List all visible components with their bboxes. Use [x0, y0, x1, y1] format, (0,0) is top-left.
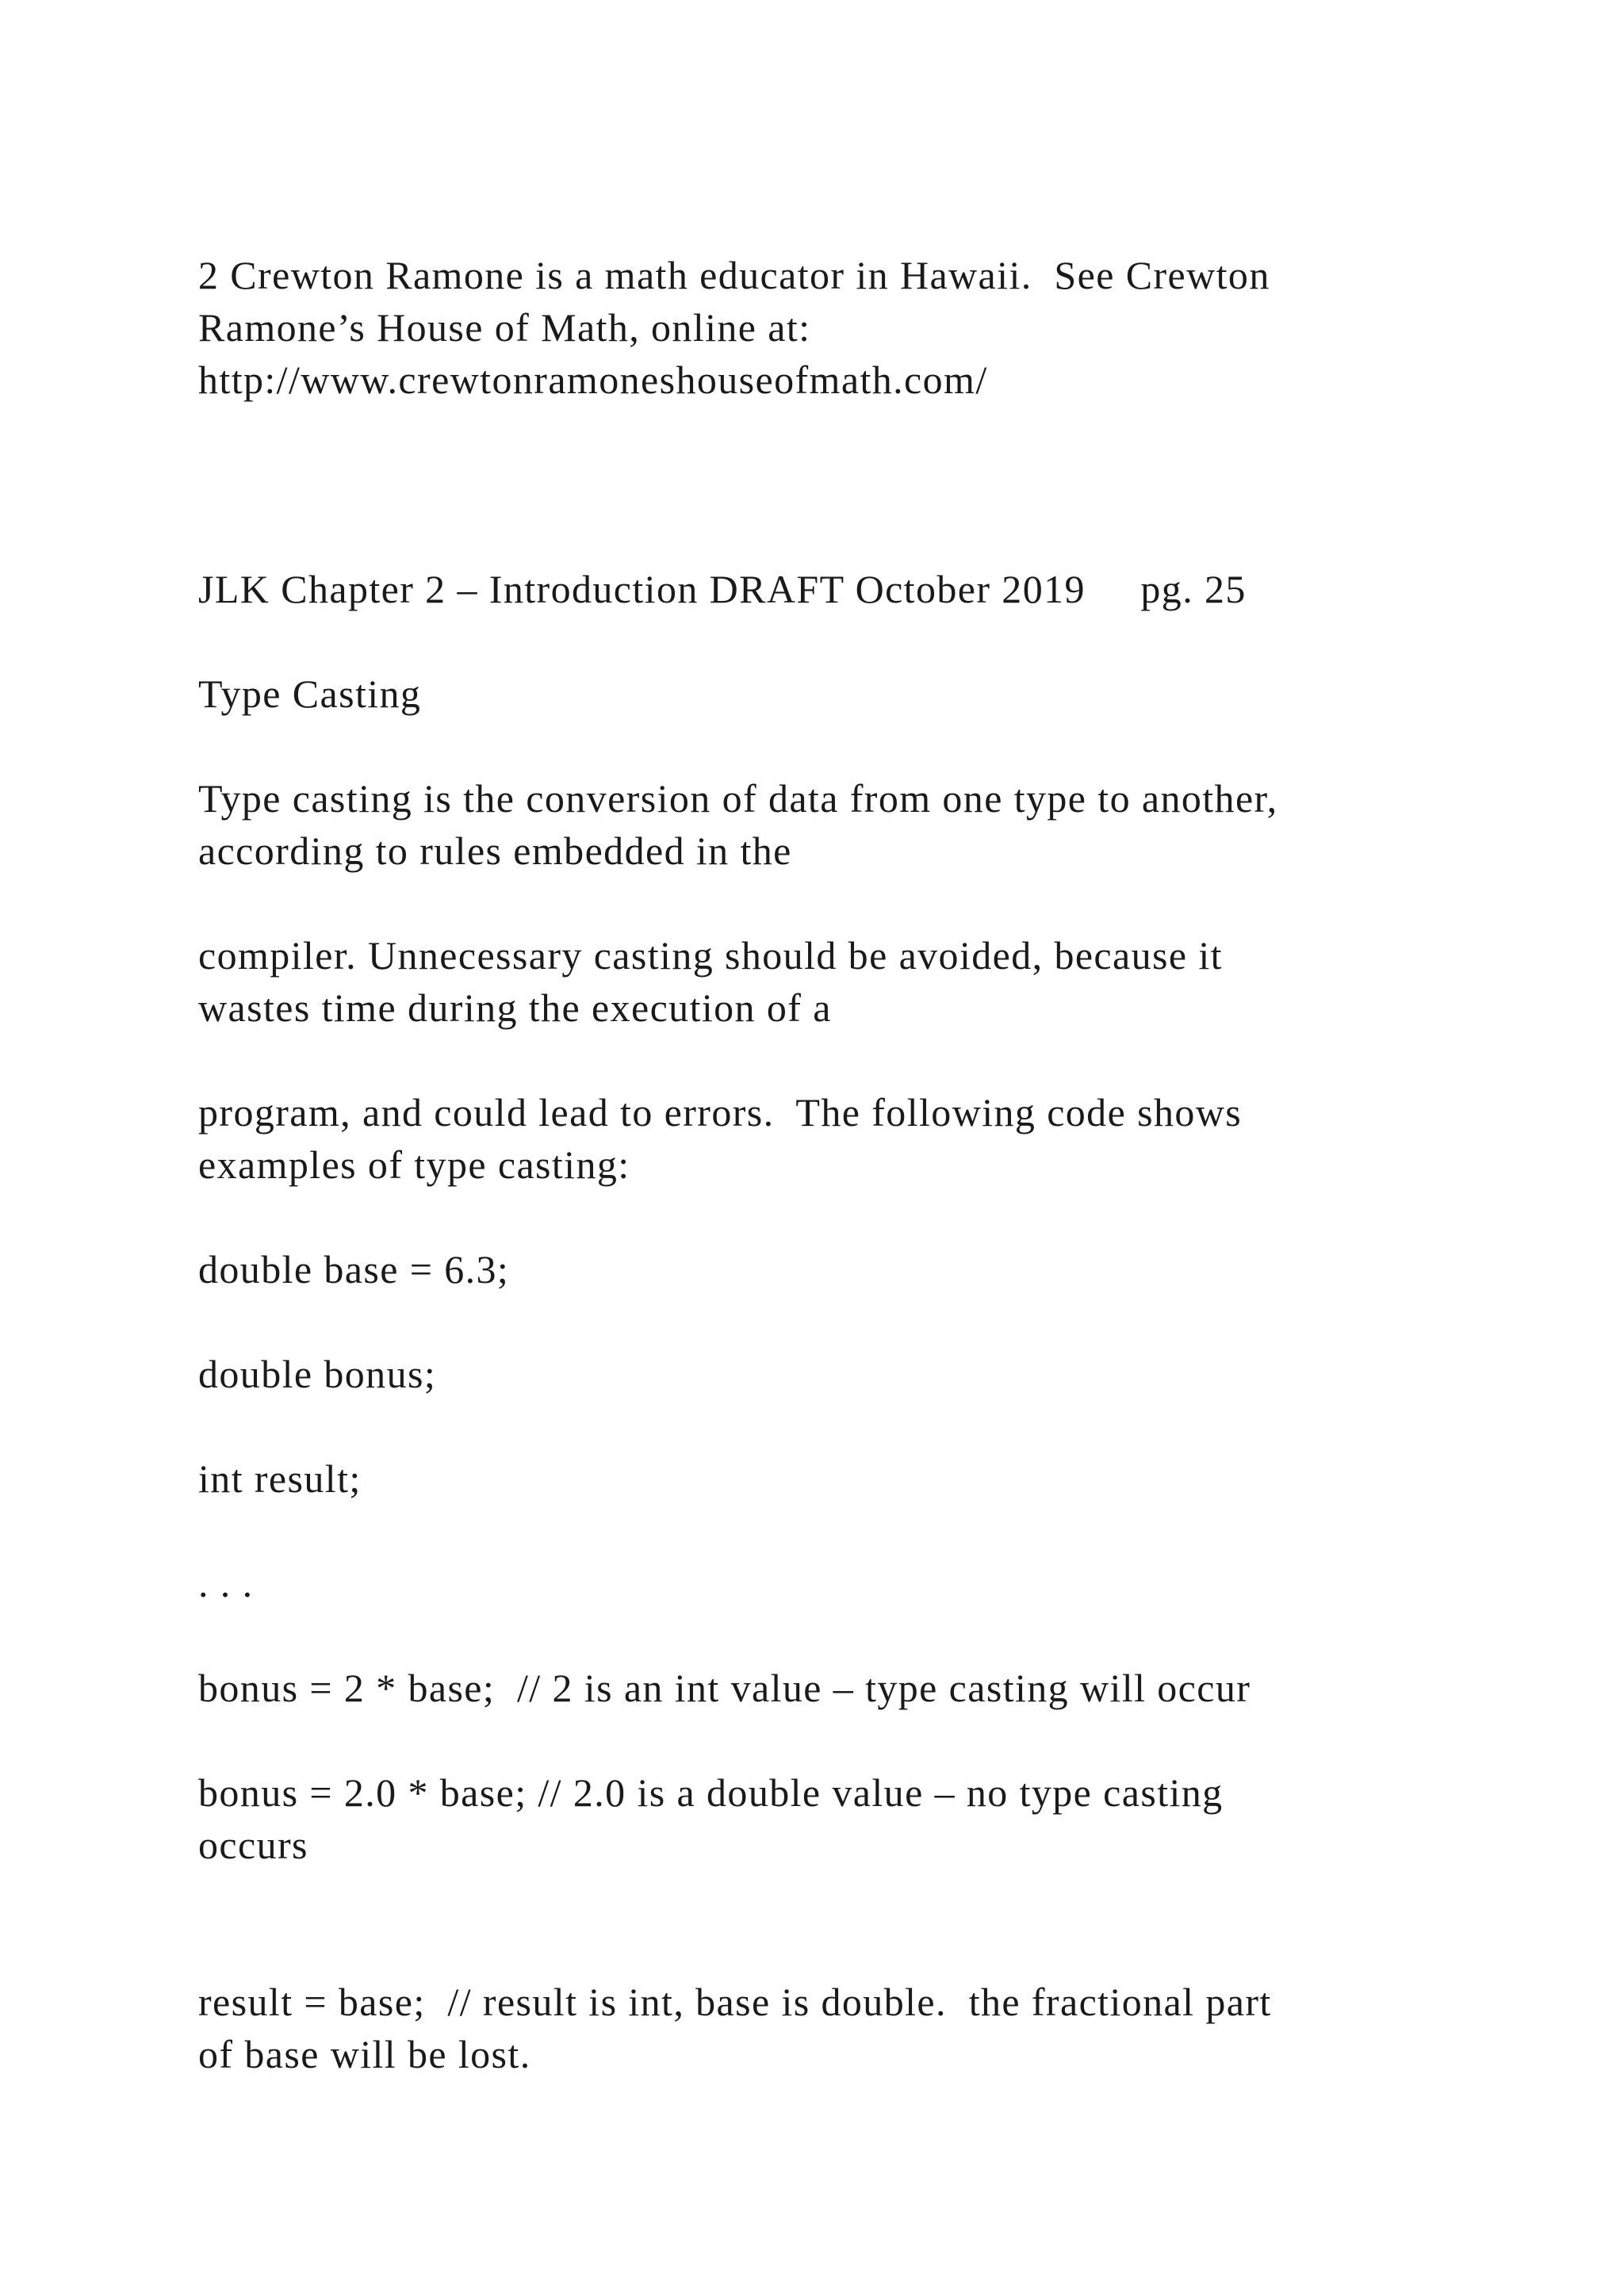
paragraph-line: program, and could lead to errors. The following code shows — [198, 1090, 1243, 1135]
paragraph-line: examples of type casting: — [198, 1142, 630, 1187]
section-title: Type Casting — [198, 672, 422, 716]
paragraph-line: according to rules embedded in the — [198, 828, 792, 873]
footnote-line: 2 Crewton Ramone is a math educator in Hawaii. See Crewton — [198, 253, 1270, 297]
footnote-url: http://www.crewtonramoneshouseofmath.com/ — [198, 358, 988, 402]
running-head: JLK Chapter 2 – Introduction DRAFT October 2019 pg. 25 — [198, 567, 1247, 611]
footnote-line: Ramone’s House of Math, online at: — [198, 305, 811, 350]
code-line: result = base; // result is int, base is double. the fractional part — [198, 1980, 1272, 2024]
code-line: of base will be lost. — [198, 2032, 531, 2076]
code-line: bonus = 2.0 * base; // 2.0 is a double value – no type casting — [198, 1770, 1224, 1815]
code-line: double base = 6.3; — [198, 1247, 510, 1292]
code-line: int result; — [198, 1456, 362, 1501]
code-ellipsis: . . . — [198, 1561, 254, 1605]
paragraph-line: Type casting is the conversion of data from one type to another, — [198, 776, 1278, 821]
code-line: occurs — [198, 1823, 308, 1867]
paragraph-line: compiler. Unnecessary casting should be avoided, because it — [198, 933, 1223, 978]
code-line: double bonus; — [198, 1352, 437, 1396]
paragraph-line: wastes time during the execution of a — [198, 985, 832, 1030]
code-line: bonus = 2 * base; // 2 is an int value – type casting will occur — [198, 1666, 1251, 1710]
